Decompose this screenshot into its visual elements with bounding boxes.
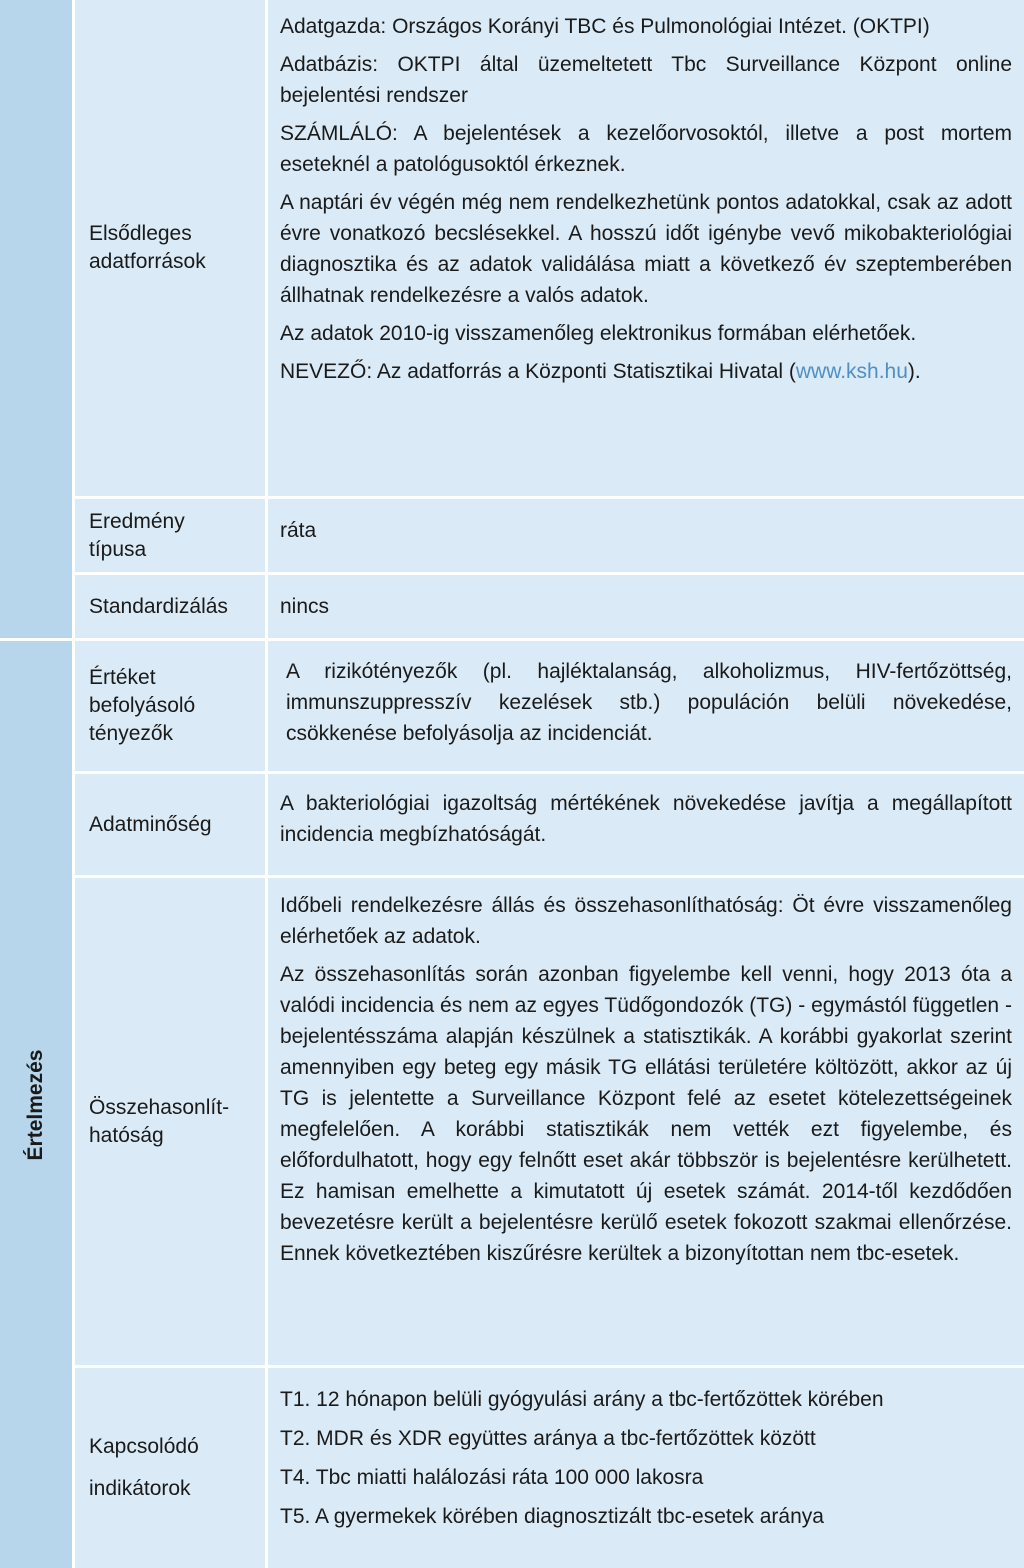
nevezo-text-end: ).: [907, 360, 921, 383]
indicator-item-t1: T1. 12 hónapon belüli gyógyulási arány a tbc-fertőzöttek körében: [280, 1388, 884, 1411]
row-label-eredmeny-tipusa: Eredmény típusa: [89, 509, 185, 561]
row-content-adatminoseg: [268, 774, 1024, 875]
nevezo-paragraph: [280, 356, 1012, 387]
row-label-cell: [75, 774, 265, 875]
value-text: ráta: [280, 519, 317, 542]
row-label-cell: [75, 878, 265, 1365]
row-label-kapcsolodo-indikatorok: Kapcsolódó indikátorok: [89, 1435, 199, 1500]
paragraph: Az adatok 2010-ig visszamenőleg elektronikus formában elérhetőek.: [280, 322, 917, 345]
row-label-erteket-befolyasolo-tenyezok: Értéket befolyásoló tényezők: [89, 666, 196, 745]
paragraph: Adatbázis: OKTPI által üzemeltetett Tbc Surveillance Központ online bejelentési rendszer: [280, 53, 1012, 107]
row-label-osszehasonlithatosag: Összehasonlít-hatóság: [89, 1095, 230, 1147]
paragraph: A bakteriológiai igazoltság mértékének növekedése javítja a megállapított incidencia megbízhatóságát.: [280, 792, 1012, 846]
indicator-item-t4: T4. Tbc miatti halálozási ráta 100 000 lakosra: [280, 1466, 704, 1489]
row-label-cell: [75, 1368, 265, 1568]
row-label-cell: [75, 0, 265, 496]
paragraph: Adatgazda: Országos Korányi TBC és Pulmonológiai Intézet. (OKTPI): [280, 15, 930, 38]
ksh-link[interactable]: www.ksh.hu: [795, 360, 908, 383]
section-sidebar-ertelmezes: [0, 641, 72, 1568]
indicator-item-t2: T2. MDR és XDR együttes aránya a tbc-fertőzöttek között: [280, 1427, 816, 1450]
row-content-kapcsolodo-indikatorok: [268, 1368, 1024, 1568]
section-label-ertelmezes: Értelmezés: [24, 1049, 47, 1160]
paragraph: SZÁMLÁLÓ: A bejelentések a kezelőorvosoktól, illetve a post mortem eseteknél a patológusoktól érkeznek.: [280, 122, 1012, 176]
row-label-standardizalas: Standardizálás: [89, 594, 228, 618]
row-content-standardizalas: [268, 575, 1024, 638]
paragraph: A rizikótényezők (pl. hajléktalanság, alkoholizmus, HIV-fertőzöttség, immunszuppresszív kezelések stb.) populáción belüli növekedése, csökkenése befolyásolja az incidenciát.: [286, 660, 1012, 745]
row-label-elsodleges-adatforrasok: Elsődleges adatforrások: [89, 222, 206, 273]
row-label-cell: [75, 641, 265, 771]
row-content-elsodleges-adatforrasok: [268, 0, 1024, 496]
row-label-adatminoseg: Adatminőség: [89, 812, 212, 836]
paragraph: Időbeli rendelkezésre állás és összehasonlíthatóság: Öt évre visszamenőleg elérhetőek az adatok.: [280, 894, 1012, 948]
row-content-erteket-befolyasolo-tenyezok: [268, 641, 1024, 771]
row-label-cell: [75, 575, 265, 638]
section-sidebar-top: [0, 0, 72, 638]
value-text: nincs: [280, 595, 330, 618]
paragraph: Az összehasonlítás során azonban figyelembe kell venni, hogy 2013 óta a valódi incidencia és nem az egyes Tüdőgondozók (TG) - egymástól független - bejelentésszáma alapján készülnek a statisztikák. A korábbi gyakorlat szerint amennyiben egy beteg egy másik TG ellátási területére költözött, akkor az új TG is jelentette a Surveillance Központ felé az esetet kötelezettségeinek megfelelően. A korábbi statisztikák nem vették ezt figyelembe, és előfordulhatott, hogy egy felnőtt eset akár többször is bejelentésre kerülhetett. Ez hamisan emelhette a kimutatott új esetek számát. 2014-től kezdődően bevezetésre került a bejelentésre kerülő esetek fokozott szakmai ellenőrzése. Ennek következtében kiszűrésre kerültek a bizonyítottan nem tbc-esetek.: [280, 963, 1012, 1265]
nevezo-text: NEVEZŐ: Az adatforrás a Központi Statisztikai Hivatal (: [280, 360, 796, 383]
paragraph: A naptári év végén még nem rendelkezhetünk pontos adatokkal, csak az adott évre vonatkozó becslésekkel. A hosszú időt igénybe vevő mikobakteriológiai diagnosztika és az adatok validálása miatt a következő év szeptemberében állhatnak rendelkezésre a valós adatok.: [280, 191, 1012, 307]
row-label-cell: [75, 499, 265, 572]
row-content-osszehasonlithatosag: [268, 878, 1024, 1365]
row-content-eredmeny-tipusa: [268, 499, 1024, 572]
indicator-item-t5: T5. A gyermekek körében diagnosztizált tbc-esetek aránya: [280, 1505, 824, 1528]
